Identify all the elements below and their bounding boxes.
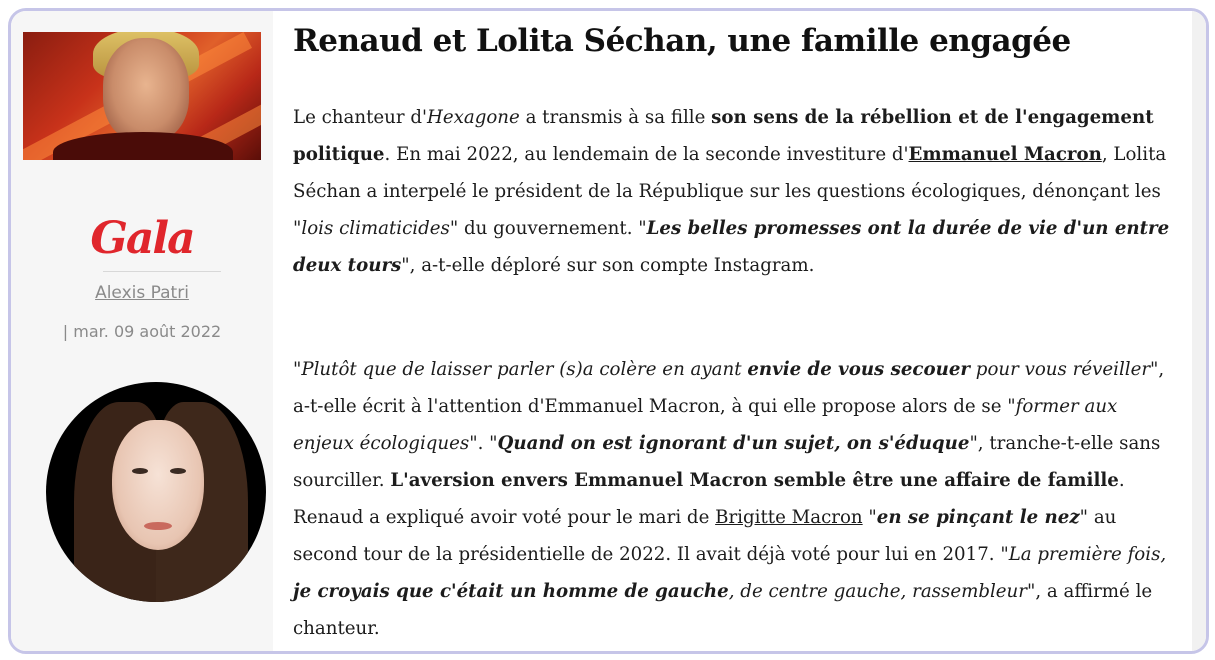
scrollbar[interactable] (1192, 11, 1206, 651)
emmanuel-macron-link[interactable]: Emmanuel Macron (908, 144, 1102, 165)
brand-logo[interactable]: Gala (90, 213, 194, 264)
article-main (273, 11, 1192, 651)
article-thumbnail[interactable] (23, 32, 261, 160)
brigitte-macron-link[interactable]: Brigitte Macron (715, 507, 863, 528)
article-card (8, 8, 1209, 654)
sidebar (11, 11, 273, 651)
divider (103, 271, 221, 272)
author-portrait (46, 382, 266, 602)
publish-date: | mar. 09 août 2022 (62, 322, 222, 341)
article-title: Renaud et Lolita Séchan, une famille engagée (293, 23, 1071, 59)
article-paragraph-1: Le chanteur d'Hexagone a transmis à sa fille son sens de la rébellion et de l'engagement politique. En mai 2022, au lendemain de la seconde investiture d'Emmanuel Macron, Lolita Séchan a interpelé le président de la République sur les questions écologiques, dénonçant les "lois climaticides" du gouvernement. "Les belles promesses ont la durée de vie d'un entre deux tours", a-t-elle déploré sur son compte Instagram. (293, 107, 1170, 276)
author-link[interactable]: Alexis Patri (95, 283, 189, 303)
article-paragraph-2: "Plutôt que de laisser parler (s)a colère en ayant envie de vous secouer pour vous réveiller", a-t-elle écrit à l'attention d'Emmanuel Macron, à qui elle propose alors de se "former aux enjeux écologiques". "Quand on est ignorant d'un sujet, on s'éduque", tranche-t-elle sans sourciller. L'aversion envers Emmanuel Macron semble être une affaire de famille. Renaud a expliqué avoir voté pour le mari de Brigitte Macron "en se pinçant le nez" au second tour de la présidentielle de 2022. Il avait déjà voté pour lui en 2017. "La première fois, je croyais que c'était un homme de gauche, de centre gauche, rassembleur", a affirmé le chanteur. (293, 359, 1167, 639)
